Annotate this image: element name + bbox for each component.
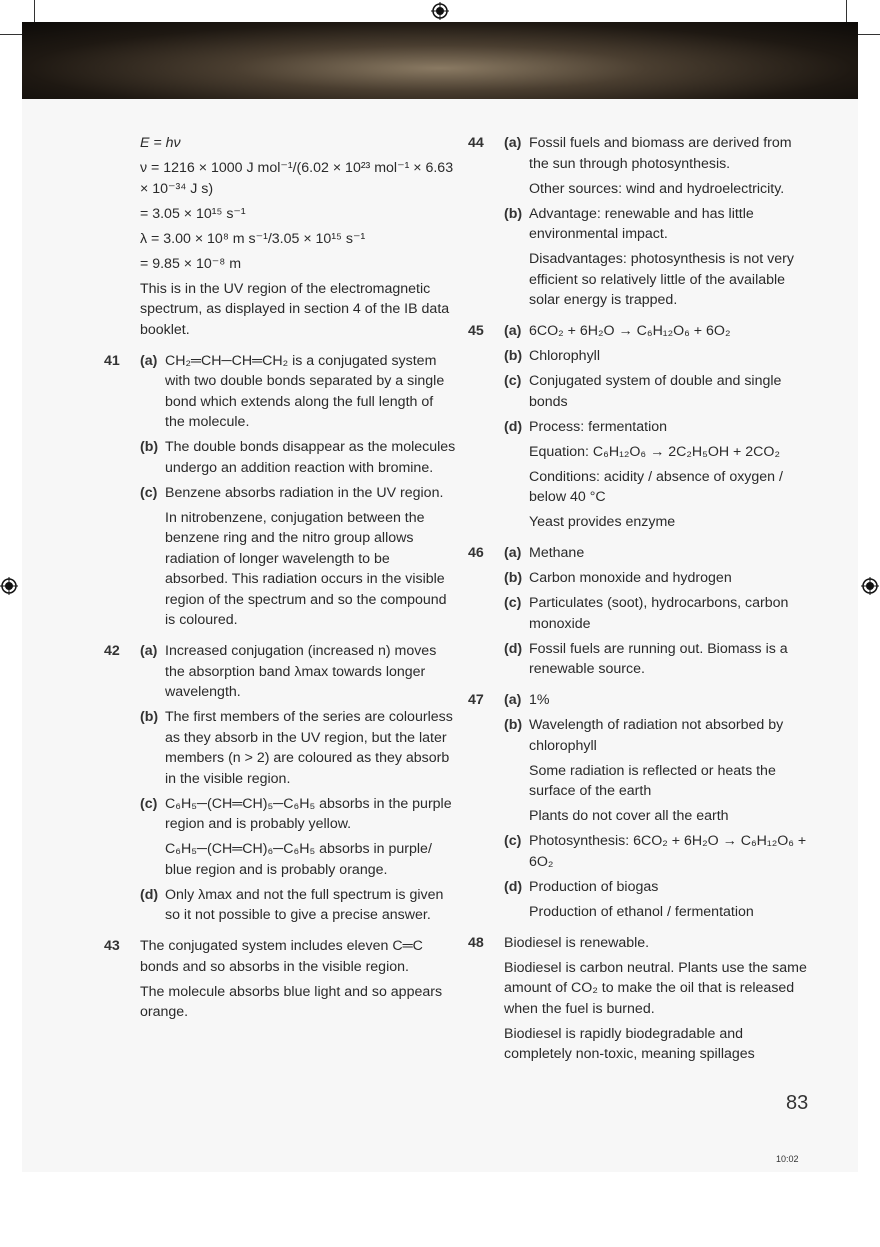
right-column (468, 133, 813, 1069)
part-label: (a) (140, 352, 158, 369)
part-label: (a) (504, 692, 522, 708)
text-line: ν = 1216 × 1000 J mol⁻¹/(6.02 × 10²³ mol⁻¹ × 6.63 × 10⁻³⁴ J s) (140, 160, 454, 197)
text-line: Other sources: wind and hydroelectricity. (529, 180, 785, 197)
answer-part (468, 321, 813, 342)
part-label: (c) (504, 595, 522, 611)
print-timestamp: 10:02 (776, 1154, 799, 1164)
text-line: = 3.05 × 10¹⁵ s⁻¹ (140, 205, 246, 222)
text-line: Benzene absorbs radiation in the UV region. (165, 484, 444, 501)
text-line: Yeast provides enzyme (529, 514, 676, 530)
text-line: Carbon monoxide and hydrogen (529, 570, 732, 586)
answer-46 (468, 543, 813, 680)
answer-part (468, 593, 813, 634)
header-image-band (22, 22, 858, 99)
part-label: (c) (140, 795, 158, 812)
answer-part (468, 543, 813, 564)
part-label: (c) (140, 484, 158, 501)
answer-part (468, 346, 813, 367)
answer-41 (104, 351, 456, 631)
answer-part (104, 641, 456, 703)
text-line: The double bonds disappear as the molecules undergo an addition reaction with bromine. (165, 439, 456, 476)
registration-mark-icon (0, 577, 18, 595)
answer-part (468, 690, 813, 711)
crop-mark (846, 0, 847, 22)
left-column (104, 133, 456, 1027)
answer-48 (468, 933, 813, 1065)
answer-part (468, 877, 813, 923)
part-label: (d) (140, 886, 159, 903)
answer-part (104, 885, 456, 926)
answer-part (104, 707, 456, 789)
crop-mark (0, 34, 22, 35)
answer-part (104, 351, 456, 433)
text-line: Conditions: acidity / absence of oxygen / below 40 °C (529, 468, 783, 505)
text-line: Equation: C₆H₁₂O₆ → 2C₂H₅OH + 2CO₂ (529, 443, 780, 460)
text-line: Disadvantages: photosynthesis is not very efficient so relatively little of the available solar energy is trapped. (529, 251, 794, 308)
text-line: Advantage: renewable and has little environmental impact. (529, 205, 754, 242)
crop-mark (34, 0, 35, 22)
answer-45 (468, 321, 813, 533)
text-line: In nitrobenzene, conjugation between the benzene ring and the nitro group allows radiation of longer wavelength to be absorbed. This radiation occurs in the visible region of the spectrum and so the compound is coloured. (165, 509, 447, 628)
question-number: 43 (104, 938, 120, 954)
part-label: (b) (504, 717, 523, 733)
text-line: Biodiesel is rapidly biodegradable and completely non-toxic, meaning spillages (504, 1025, 755, 1062)
answer-part (104, 794, 456, 881)
answer-part (468, 417, 813, 533)
part-label: (d) (504, 878, 523, 895)
question-number: 48 (468, 934, 484, 951)
text-line: Chlorophyll (529, 348, 600, 364)
answer-part (468, 371, 813, 412)
text-line: Biodiesel is renewable. (504, 934, 650, 951)
answer-part (468, 568, 813, 589)
part-label: (b) (140, 709, 159, 725)
page-number: 83 (786, 1092, 809, 1114)
text-line: The conjugated system includes eleven C═C bonds and so absorbs in the visible region. (140, 938, 423, 975)
part-label: (b) (504, 570, 523, 586)
text-line: Wavelength of radiation not absorbed by chlorophyll (529, 717, 784, 754)
part-label: (b) (140, 439, 159, 455)
part-label: (b) (504, 348, 523, 364)
text-line: The molecule absorbs blue light and so appears orange. (140, 983, 443, 1020)
part-label: (a) (504, 135, 522, 151)
text-line: E = hν (140, 135, 181, 151)
text-line: Plants do not cover all the earth (529, 808, 729, 824)
text-line: C₆H₅─(CH═CH)₆─C₆H₅ absorbs in purple/ blue region and is probably orange. (165, 841, 432, 878)
text-line: This is in the UV region of the electromagnetic spectrum, as displayed in section 4 of the IB data booklet. (140, 280, 450, 338)
answer-part (104, 437, 456, 478)
answer-part (468, 204, 813, 311)
part-label: (d) (504, 418, 523, 435)
part-label: (a) (504, 545, 522, 561)
answer-44 (468, 133, 813, 311)
part-label: (c) (504, 373, 522, 389)
answer-part (468, 639, 813, 680)
text-line: Production of biogas (529, 878, 659, 895)
answer-part (468, 715, 813, 827)
part-label: (c) (504, 833, 522, 849)
question-number: 41 (104, 352, 120, 369)
text-line: Methane (529, 545, 585, 561)
answer-part (468, 133, 813, 199)
crop-mark (858, 34, 880, 35)
text-line: Only λmax and not the full spectrum is given so it not possible to give a precise answer. (165, 886, 444, 923)
text-line: Increased conjugation (increased n) moves the absorption band λmax towards longer wavelength. (165, 643, 437, 700)
text-line: Conjugated system of double and single bonds (529, 373, 782, 410)
registration-mark-icon (431, 2, 449, 20)
text-line: 1% (529, 692, 550, 708)
question-number: 46 (468, 545, 484, 561)
text-line: Some radiation is reflected or heats the surface of the earth (529, 762, 776, 799)
part-label: (d) (504, 640, 523, 657)
part-label: (a) (140, 643, 158, 659)
text-line: Photosynthesis: 6CO₂ + 6H₂O → C₆H₁₂O₆ + 6O₂ (529, 833, 807, 870)
text-line: = 9.85 × 10⁻⁸ m (140, 255, 242, 272)
answer-47 (468, 690, 813, 922)
answer-43 (104, 936, 456, 1023)
answer-part (468, 831, 813, 872)
text-line: Fossil fuels and biomass are derived from the sun through photosynthesis. (529, 135, 792, 172)
text-line: λ = 3.00 × 10⁸ m s⁻¹/3.05 × 10¹⁵ s⁻¹ (140, 230, 366, 247)
text-line: The first members of the series are colourless as they absorb in the UV region, but the later members (n > 2) are coloured as they absorb in the visible region. (165, 709, 453, 787)
question-number: 42 (104, 643, 120, 659)
text-line: Fossil fuels are running out. Biomass is a renewable source. (529, 640, 788, 677)
text-line: Process: fermentation (529, 418, 667, 435)
registration-mark-icon (861, 577, 879, 595)
text-line: C₆H₅─(CH═CH)₅─C₆H₅ absorbs in the purple region and is probably yellow. (165, 795, 452, 832)
part-label: (a) (504, 323, 522, 339)
text-line: Production of ethanol / fermentation (529, 903, 754, 920)
question-number: 47 (468, 692, 484, 708)
answer-40-continued (104, 133, 456, 340)
part-label: (b) (504, 205, 523, 222)
text-line: Biodiesel is carbon neutral. Plants use the same amount of CO₂ to make the oil that is released when the fuel is burned. (504, 959, 807, 1017)
question-number: 45 (468, 323, 484, 339)
text-line: CH₂═CH─CH═CH₂ is a conjugated system with two double bonds separated by a single bond which extends along the full length of the molecule. (165, 352, 445, 430)
text-line: Particulates (soot), hydrocarbons, carbon monoxide (529, 595, 789, 632)
text-line: 6CO₂ + 6H₂O → C₆H₁₂O₆ + 6O₂ (529, 323, 731, 339)
question-number: 44 (468, 135, 484, 151)
answer-part (104, 483, 456, 631)
answer-42 (104, 641, 456, 926)
